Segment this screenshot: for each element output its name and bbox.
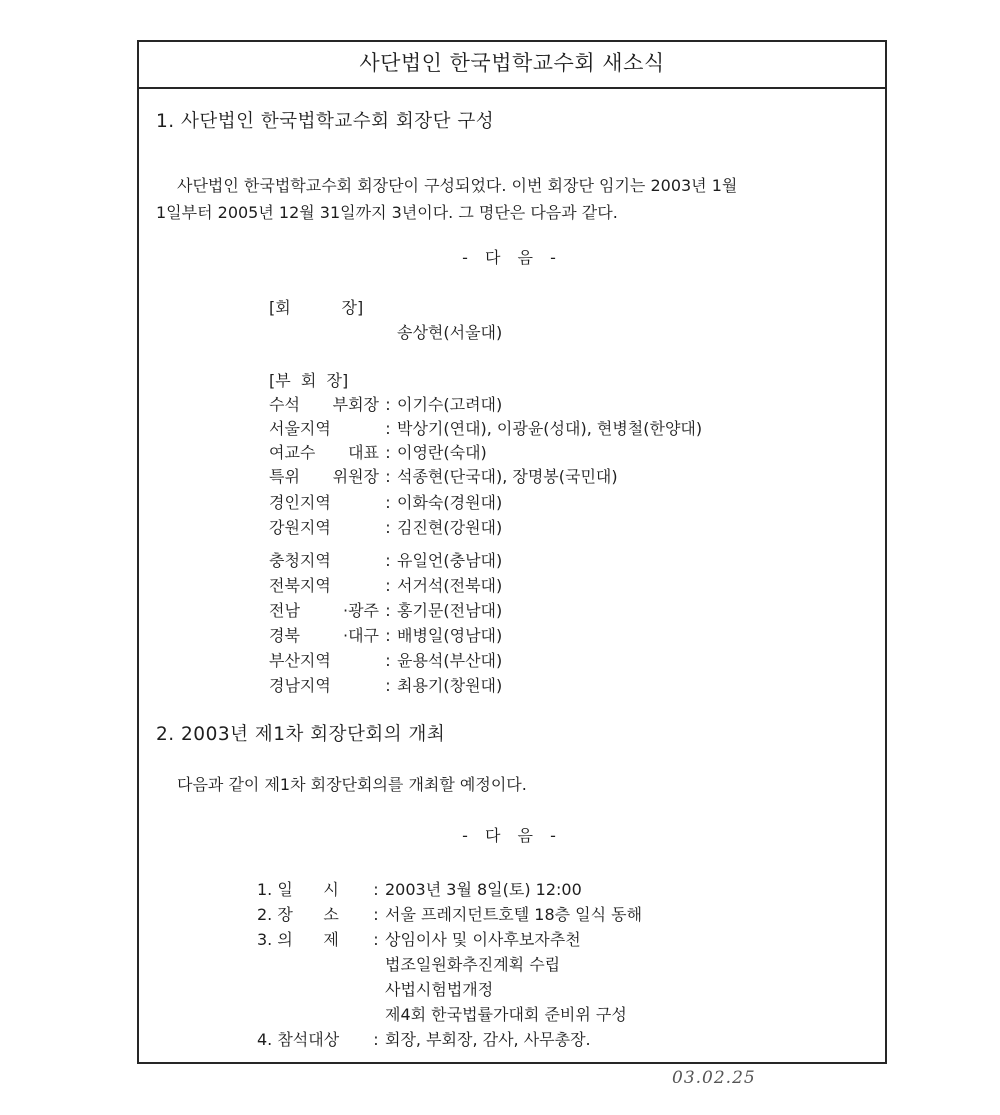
member-role: 경인지역: [269, 493, 331, 512]
section1-paragraph-line2: 1일부터 2005년 12월 31일까지 3년이다. 그 명단은 다음과 같다.: [156, 203, 618, 222]
member-name: 이화숙(경원대): [397, 493, 503, 512]
president-name: 송상현(서울대): [397, 323, 503, 342]
member-row: [269, 515, 502, 538]
member-row: [269, 648, 502, 671]
president-label: [회 장]: [269, 298, 364, 317]
member-role: 서울지역: [269, 419, 331, 438]
meeting-detail-value: 2003년 3월 8일(토) 12:00: [385, 880, 582, 899]
member-row: [269, 464, 618, 487]
member-row: [269, 416, 702, 439]
section2-paragraph: 다음과 같이 제1차 회장단회의를 개최할 예정이다.: [177, 775, 527, 794]
member-name: 최용기(창원대): [397, 676, 503, 695]
member-name: 윤용석(부산대): [397, 651, 503, 670]
member-name: 석종현(단국대), 장명봉(국민대): [397, 467, 618, 486]
section1-next-label: - 다 음 -: [462, 248, 562, 267]
colon: :: [385, 576, 391, 595]
colon: :: [373, 1030, 379, 1049]
meeting-detail-label: 2. 장 소: [257, 905, 339, 924]
meeting-detail-label: 1. 일 시: [257, 880, 339, 899]
colon: :: [385, 419, 391, 438]
member-role: 수석 부회장: [269, 395, 379, 414]
agenda-item: 사법시험법개정: [385, 980, 494, 999]
colon: :: [385, 626, 391, 645]
member-row: [269, 573, 502, 596]
member-row: [269, 490, 502, 513]
attendees-label: 4. 참석대상: [257, 1030, 340, 1049]
agenda-item: 법조일원화추진계획 수립: [385, 955, 561, 974]
member-role: 경남지역: [269, 676, 331, 695]
member-role: 경북 ·대구: [269, 626, 379, 645]
member-name: 홍기문(전남대): [397, 601, 503, 620]
meeting-detail-row: [257, 927, 581, 950]
colon: :: [385, 651, 391, 670]
member-name: 서거석(전북대): [397, 576, 503, 595]
member-role: 강원지역: [269, 518, 331, 537]
colon: :: [385, 551, 391, 570]
colon: :: [385, 601, 391, 620]
member-row: [269, 392, 502, 415]
member-name: 박상기(연대), 이광윤(성대), 현병철(한양대): [397, 419, 703, 438]
member-row: [269, 673, 502, 696]
member-role: 특위 위원장: [269, 467, 379, 486]
member-role: 부산지역: [269, 651, 331, 670]
section1-heading: 1. 사단법인 한국법학교수회 회장단 구성: [156, 111, 495, 132]
colon: :: [373, 880, 379, 899]
colon: :: [385, 443, 391, 462]
vice-president-label: [부 회 장]: [269, 371, 349, 390]
meeting-detail-value: 상임이사 및 이사후보자추천: [385, 930, 581, 949]
colon: :: [385, 395, 391, 414]
member-name: 김진현(강원대): [397, 518, 503, 537]
member-role: 전남 ·광주: [269, 601, 379, 620]
member-name: 이영란(숙대): [397, 443, 487, 462]
colon: :: [385, 493, 391, 512]
attendees-row: [257, 1027, 591, 1050]
colon: :: [373, 905, 379, 924]
agenda-item: 제4회 한국법률가대회 준비위 구성: [385, 1005, 627, 1024]
member-row: [269, 548, 502, 571]
member-row: [269, 440, 487, 463]
member-row: [269, 623, 502, 646]
colon: :: [385, 467, 391, 486]
section2-next-label: - 다 음 -: [462, 826, 562, 845]
member-role: 충청지역: [269, 551, 331, 570]
colon: :: [385, 676, 391, 695]
member-name: 유일언(충남대): [397, 551, 503, 570]
member-role: 전북지역: [269, 576, 331, 595]
member-name: 이기수(고려대): [397, 395, 503, 414]
member-row: [269, 598, 502, 621]
member-name: 배병일(영남대): [397, 626, 503, 645]
attendees-value: 회장, 부회장, 감사, 사무총장.: [385, 1030, 591, 1049]
handwritten-date: 03.02.25: [672, 1068, 756, 1088]
section1-paragraph-line1: 사단법인 한국법학교수회 회장단이 구성되었다. 이번 회장단 임기는 2003년 1월: [177, 176, 738, 195]
meeting-detail-row: [257, 902, 642, 925]
section2-heading: 2. 2003년 제1차 회장단회의 개최: [156, 724, 446, 745]
member-role: 여교수 대표: [269, 443, 379, 462]
document-frame: [137, 40, 887, 1064]
colon: :: [385, 518, 391, 537]
meeting-detail-row: [257, 877, 582, 900]
meeting-detail-label: 3. 의 제: [257, 930, 339, 949]
document-title: 사단법인 한국법학교수회 새소식: [139, 42, 885, 89]
meeting-detail-value: 서울 프레지던트호텔 18층 일식 동해: [385, 905, 643, 924]
colon: :: [373, 930, 379, 949]
